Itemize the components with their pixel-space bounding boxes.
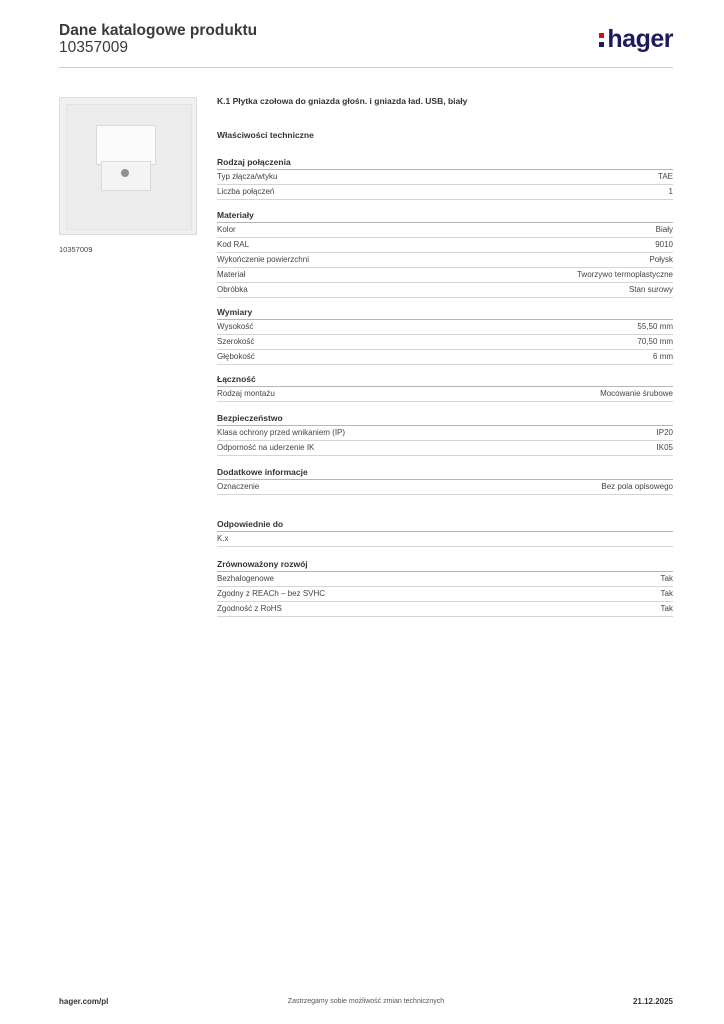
spec-value: Stan surowy [628,285,673,294]
section-heading: Właściwości techniczne [217,130,314,140]
spec-value: Bez pola opisowego [601,482,673,491]
spec-label: Szerokość [217,337,255,346]
spec-label: Klasa ochrony przed wnikaniem (IP) [217,428,346,437]
footer-date: 21.12.2025 [632,997,673,1006]
spec-label: Kolor [217,225,236,234]
spec-block [217,372,673,402]
spec-label: Zgodność z RoHS [217,604,282,613]
spec-row [217,253,673,268]
spec-block-title: Łączność [217,372,673,387]
spec-label: Głębokość [217,352,255,361]
spec-block [217,155,673,200]
spec-block [217,557,673,617]
spec-block-title: Wymiary [217,305,673,320]
hager-logo [599,25,673,54]
spec-value: Mocowanie śrubowe [600,389,673,398]
spec-block-title: Zrównoważony rozwój [217,557,673,572]
spec-row [217,283,673,298]
spec-row [217,387,673,402]
spec-block [217,208,673,298]
spec-label: Materiał [217,270,246,279]
spec-value: 9010 [655,240,673,249]
spec-value: Tak [660,604,673,613]
spec-row [217,441,673,456]
spec-value: TAE [658,172,673,181]
spec-value: 55,50 mm [637,322,673,331]
spec-row [217,532,673,547]
spec-row [217,320,673,335]
socket-opening [96,125,156,165]
page-title: Dane katalogowe produktu [59,22,258,39]
spec-row [217,426,673,441]
logo-dots-icon [599,29,605,49]
product-image [59,97,197,235]
spec-label: Wykończenie powierzchni [217,255,309,264]
spec-block-title: Odpowiednie do [217,517,673,532]
spec-row [217,170,673,185]
spec-label: Wysokość [217,322,254,331]
spec-label: Kod RAL [217,240,250,249]
page-header [59,20,673,68]
spec-row [217,185,673,200]
image-caption: 10357009 [59,245,93,254]
header-divider [59,67,673,68]
spec-block [217,305,673,365]
spec-value: 6 mm [653,352,673,361]
spec-block-title: Materiały [217,208,673,223]
product-title: K.1 Płytka czołowa do gniazda głośn. i gniazda ład. USB, biały [217,96,468,106]
spec-value: Tak [660,574,673,583]
spec-block-title: Dodatkowe informacje [217,465,673,480]
indicator-dot [121,169,129,177]
spec-row [217,223,673,238]
spec-value: IK05 [656,443,673,452]
spec-block-title: Rodzaj połączenia [217,155,673,170]
spec-row [217,335,673,350]
spec-row [217,572,673,587]
spec-value: IP20 [656,428,673,437]
product-code: 10357009 [59,39,128,56]
spec-row [217,268,673,283]
spec-row [217,480,673,495]
spec-label: Liczba połączeń [217,187,275,196]
footer-disclaimer: Zastrzegamy sobie możliwość zmian technicznych [287,998,445,1005]
spec-value: 1 [668,187,673,196]
spec-label: Oznaczenie [217,482,260,491]
spec-block [217,465,673,495]
spec-value: Tworzywo termoplastyczne [576,270,673,279]
spec-row [217,238,673,253]
spec-label: Typ złącza/wtyku [217,172,278,181]
spec-row [217,602,673,617]
spec-value: Połysk [649,255,673,264]
spec-block [217,517,673,547]
spec-label: Zgodny z REACh – bez SVHC [217,589,326,598]
spec-label: Odporność na uderzenie IK [217,443,315,452]
spec-value: Tak [660,589,673,598]
spec-label: Rodzaj montażu [217,389,275,398]
spec-label: K.x [217,534,229,543]
spec-label: Obróbka [217,285,248,294]
logo-text: hager [607,25,673,53]
spec-row [217,587,673,602]
spec-value: Biały [655,225,673,234]
spec-value: 70,50 mm [637,337,673,346]
spec-label: Bezhalogenowe [217,574,274,583]
spec-block-title: Bezpieczeństwo [217,411,673,426]
footer-website[interactable]: hager.com/pl [59,997,109,1006]
spec-block [217,411,673,456]
spec-row [217,350,673,365]
